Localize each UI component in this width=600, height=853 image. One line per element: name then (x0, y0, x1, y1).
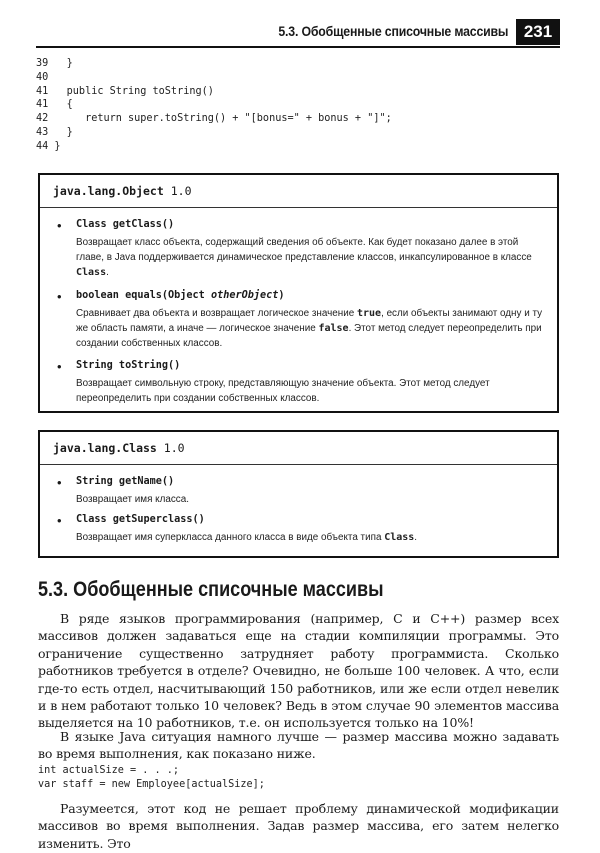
running-header (36, 22, 560, 48)
section-heading: 5.3. Обобщенные списочные массивы (38, 578, 384, 601)
code-line: 44 } (36, 140, 61, 152)
desc-text: . (106, 267, 109, 279)
code-listing-top (36, 57, 392, 154)
code-line: 43 } (36, 126, 73, 138)
header-title: 5.3. Обобщенные списочные массивы (278, 23, 508, 39)
bullet-icon: • (57, 218, 62, 233)
method-signature: String toString() (76, 360, 181, 372)
method-description (76, 530, 545, 545)
bullet-icon: • (57, 288, 62, 304)
method-description (76, 235, 545, 281)
api-item-getname (40, 475, 557, 507)
api-item-getclass (40, 218, 557, 281)
code-line: 41 public String toString() (36, 85, 214, 97)
paragraph: Разумеется, этот код не решает проблему динамической модификации массивов во время выполнения. Задав размер массива, его затем нелегко изменить. Это (38, 801, 559, 851)
api-version: 1.0 (170, 184, 192, 198)
desc-code: true (356, 307, 382, 319)
desc-code: false (318, 322, 349, 334)
bullet-icon: • (57, 513, 62, 529)
api-class-name: java.lang.Class (53, 441, 157, 455)
code-line: int actualSize = . . .; (38, 765, 180, 776)
code-line: 39 } (36, 58, 73, 69)
desc-text: Сравнивает два объекта и возвращает логическое значение (76, 307, 357, 319)
method-description: Возвращает символьную строку, представляющую значение объекта. Этот метод следует переопределить при создании собственных классов. (76, 378, 490, 405)
page-number: 231 (516, 19, 560, 45)
api-box-class (38, 430, 559, 558)
code-line: 42 return super.toString() + "[bonus=" + bonus + "]"; (36, 113, 392, 125)
api-class-name: java.lang.Object (53, 184, 164, 198)
desc-text: Возвращает класс объекта, содержащий сведения об объекте. Как будет показано далее в этой главе, в Java поддерживается динамическое представление классов, инкапсулированное в классе (76, 237, 532, 264)
desc-code: Class (384, 532, 415, 544)
api-box-title (40, 432, 557, 465)
paragraph: В ряде языков программирования (например, С и С++) размер всех массивов должен задаваться еще на стадии компиляции программы. Это ограничение существенно затрудняет работу программиста. Сколько работников требуется в отделе? Очевидно, не больше 100 человек. А что, если где-то есть отдел, насчитывающий 150 работников, или же если отдел невелик и в нем работают только 10 человек? Ведь в этом случае 90 элементов массива выделяется на 10 работников, т.е. он используется только на 10%! (38, 611, 559, 731)
method-signature: String getName() (76, 476, 175, 487)
code-line: 40 (36, 71, 49, 83)
code-line: var staff = new Employee[actualSize]; (38, 778, 265, 790)
method-signature: Class getSuperclass() (76, 514, 205, 526)
bullet-icon: • (57, 475, 62, 490)
api-version: 1.0 (163, 441, 185, 455)
api-box-object (38, 173, 559, 413)
desc-code: Class (76, 267, 107, 279)
code-line: 41 { (36, 99, 73, 111)
api-item-equals (40, 289, 557, 352)
sig-text: ) (278, 289, 285, 301)
desc-text: Возвращает имя суперкласса данного класса в виде объекта типа (76, 532, 385, 544)
method-description: Возвращает имя класса. (76, 494, 189, 505)
paragraph: В языке Java ситуация намного лучше — размер массива можно задавать во время выполнения, как показано ниже. (38, 729, 559, 762)
api-item-getsuperclass (40, 513, 557, 545)
code-listing-bottom (38, 764, 265, 792)
api-item-tostring (40, 359, 557, 406)
desc-text: . Этот метод следует переопределить при создании собственных классов. (76, 322, 542, 350)
method-signature: Class getClass() (76, 219, 175, 230)
desc-text: , если объекты занимают одну и ту же область памяти, а иначе — логическое значение (76, 307, 543, 334)
desc-text: . (414, 532, 418, 544)
sig-param: otherObject (210, 289, 279, 301)
method-signature (76, 289, 545, 303)
api-box-title (40, 175, 557, 208)
sig-text: boolean equals(Object (76, 289, 211, 301)
bullet-icon: • (57, 359, 62, 375)
method-description (76, 306, 545, 352)
